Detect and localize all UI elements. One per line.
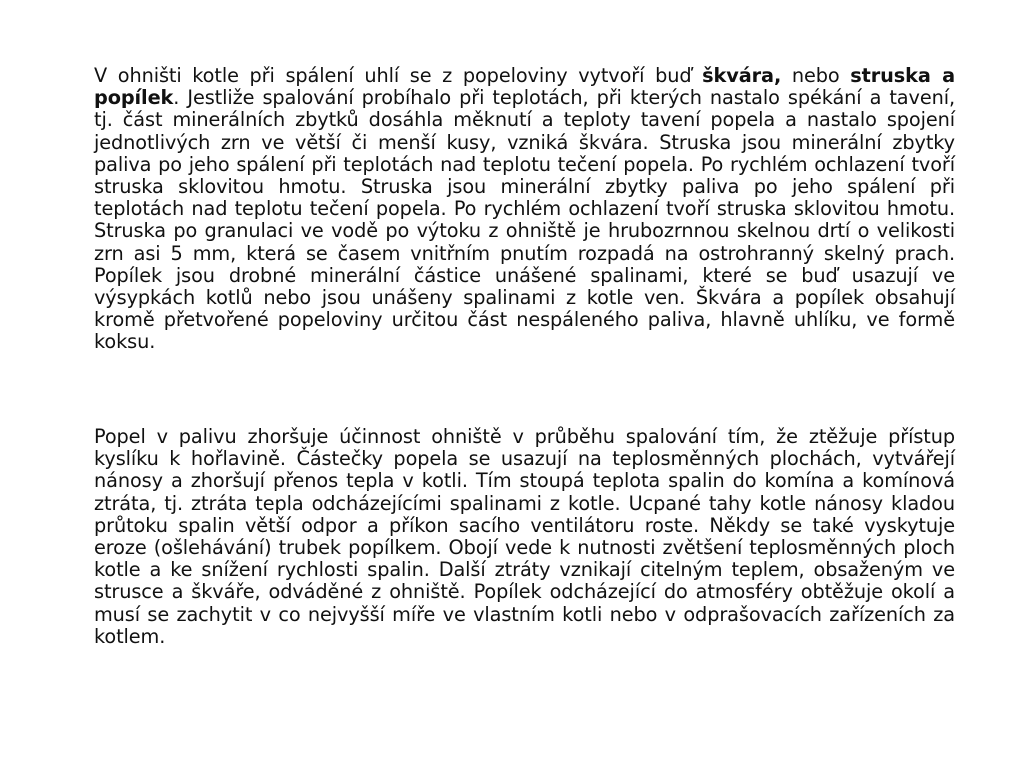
paragraph-1-conjunction: nebo [781, 64, 851, 87]
paragraph-1-body: . Jestliže spalování probíhalo při teplotách, při kterých nastalo spékání a tavení, tj. část minerálních zbytků dosáhla měknutí a teploty tavení popela a nastalo spojení jednotlivých zrn ve větší či menší kusy, vzniká škvára. Struska jsou minerální zbytky paliva po jeho spálení při teplotách nad teplotu tečení popela. Po rychlém ochlazení tvoří struska sklovitou hmotu. Struska jsou minerální zbytky paliva po jeho spálení při teplotách nad teplotu tečení popela. Po rychlém ochlazení tvoří struska sklovitou hmotu. Struska po granulaci ve vodě po výtoku z ohniště je hrubozrnnou skelnou drtí o velikosti zrn asi 5 mm, která se časem vnitřním pnutím rozpadá na ostrohranný skelný prach. Popílek jsou drobné minerální částice unášené spalinami, které se buď usazují ve výsypkách kotlů nebo jsou unášeny spalinami z kotle ven. Škvára a popílek obsahují kromě přetvořené popeloviny určitou část nespáleného paliva, hlavně uhlíku, ve formě koksu. [94, 86, 955, 354]
paragraph-ash-effects [94, 426, 955, 648]
term-struska-popilek: struska a popílek [94, 64, 955, 110]
paragraph-2-text: Popel v palivu zhoršuje účinnost ohniště v průběhu spalování tím, že ztěžuje přístup kyslíku k hořlavině. Částečky popela se usazují na teplosměnných plochách, vytvářejí nánosy a zhoršují přenos tepla v kotli. Tím stoupá teplota spalin do komína a komínová ztráta, tj. ztráta tepla odcházejícími spalinami z kotle. Ucpané tahy kotle nánosy kladou průtoku spalin větší odpor a příkon sacího ventilátoru roste. Někdy se také vyskytuje eroze (ošlehávání) trubek popílkem. Obojí vede k nutnosti zvětšení teplosměnných ploch kotle a ke snížení rychlosti spalin. Další ztráty vznikají citelným teplem, obsaženým ve strusce a škváře, odváděné z ohniště. Popílek odcházející do atmosféry obtěžuje okolí a musí se zachytit v co nejvyšší míře ve vlastním kotli nebo v odprašovacích zařízeních za kotlem. [94, 425, 955, 648]
term-skvara: škvára, [702, 64, 782, 87]
paragraph-slag-ash [94, 65, 955, 354]
paragraph-1-text [94, 65, 955, 354]
paragraph-1-intro: V ohništi kotle při spálení uhlí se z popeloviny vytvoří buď [94, 64, 703, 87]
